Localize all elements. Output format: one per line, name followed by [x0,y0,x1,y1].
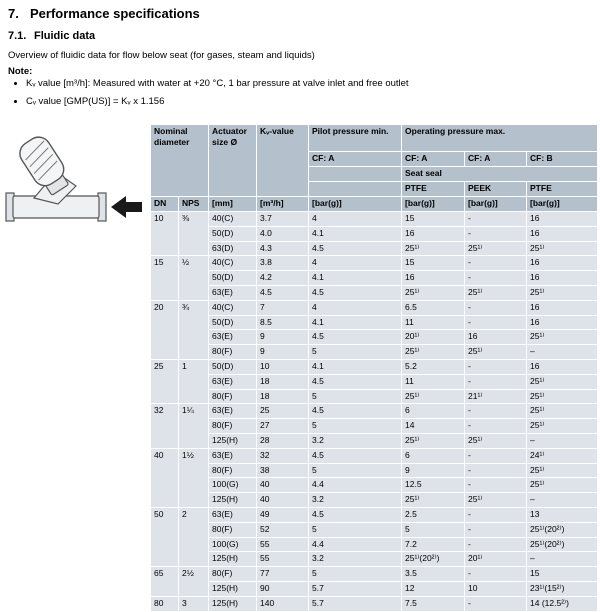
cell: 4.4 [309,478,402,493]
cell: 5 [402,522,465,537]
cell: 5.7 [309,581,402,596]
cell: – [527,552,598,567]
cell: 5 [309,522,402,537]
cell: 10 [257,359,309,374]
header-unit-barg-1: [bar(g)] [309,197,402,212]
cell: 40(C) [209,256,257,271]
cell: - [465,359,527,374]
cell: 3.8 [257,256,309,271]
section-heading [8,6,200,21]
table-row [151,581,598,596]
cell: 63(E) [209,404,257,419]
cell: 16 [527,359,598,374]
cell: 18 [257,374,309,389]
cell: 14 (12.5²⁾) [527,596,598,611]
cell: - [465,404,527,419]
header-unit-barg-4: [bar(g)] [527,197,598,212]
cell-nps: ½ [179,256,209,300]
cell: 25¹⁾ [402,285,465,300]
header-unit-barg-3: [bar(g)] [465,197,527,212]
header-seal-2: PEEK [465,182,527,197]
cell-dn: 40 [151,448,179,507]
cell: 25¹⁾ [402,493,465,508]
cell: 100(G) [209,478,257,493]
note-item: • Cᵥ value [GMP(US)] = Kᵥ x 1.156 [26,96,409,107]
cell: 4.5 [309,448,402,463]
cell: - [465,226,527,241]
cell: 9 [257,330,309,345]
cell: 80(F) [209,567,257,582]
cell: 140 [257,596,309,611]
cell: 24¹⁾ [527,448,598,463]
cell: 12 [402,581,465,596]
cell: 4.1 [309,271,402,286]
cell: 63(E) [209,285,257,300]
table-row [151,552,598,567]
cell: 25¹⁾ [465,345,527,360]
cell: 15 [402,256,465,271]
cell: 125(H) [209,581,257,596]
cell-dn: 50 [151,507,179,566]
header-kv-value: Kᵥ-value [257,125,309,197]
angle-seat-valve-drawing [4,126,146,238]
header-unit-m3h: [m³/h] [257,197,309,212]
cell: 4 [309,300,402,315]
cell: 4.0 [257,226,309,241]
cell: 77 [257,567,309,582]
cell: 125(H) [209,596,257,611]
cell: 25¹⁾ [402,241,465,256]
header-unit-barg-2: [bar(g)] [402,197,465,212]
cell: 25¹⁾(20²⁾) [527,522,598,537]
cell: 50(D) [209,359,257,374]
cell: 7 [257,300,309,315]
table-row [151,285,598,300]
cell: 25¹⁾ [465,433,527,448]
cell: 4.1 [309,359,402,374]
cell: 25¹⁾(20²⁾) [527,537,598,552]
cell: - [465,374,527,389]
cell: 5 [309,567,402,582]
cell: 100(G) [209,537,257,552]
cell: 16 [527,315,598,330]
cell: 4.1 [309,315,402,330]
cell: 25¹⁾ [527,241,598,256]
cell: - [465,419,527,434]
cell: 40 [257,478,309,493]
cell: 16 [402,271,465,286]
flow-direction-arrow-icon [111,196,142,218]
cell: 3.7 [257,212,309,227]
cell: 32 [257,448,309,463]
cell: 25¹⁾ [527,374,598,389]
table-row [151,507,598,522]
cell-dn: 15 [151,256,179,300]
cell: – [527,433,598,448]
table-row [151,241,598,256]
header-pilot-cf: CF: A [309,152,402,167]
note-label: Note: [8,66,33,77]
cell: 80(F) [209,419,257,434]
header-seal-3: PTFE [527,182,598,197]
cell: 7.2 [402,537,465,552]
header-seat-seal: Seat seal [402,167,598,182]
cell: 15 [527,567,598,582]
table-row [151,596,598,611]
cell: 63(D) [209,241,257,256]
cell: 25¹⁾ [527,404,598,419]
cell: 28 [257,433,309,448]
table-row [151,271,598,286]
table-row [151,315,598,330]
table-row [151,522,598,537]
cell: 25¹⁾ [402,389,465,404]
cell: 50(D) [209,226,257,241]
cell: - [465,212,527,227]
cell: 52 [257,522,309,537]
cell: 80(F) [209,522,257,537]
cell: 25¹⁾ [527,419,598,434]
cell: 63(E) [209,374,257,389]
cell: 4.1 [309,226,402,241]
cell: 55 [257,552,309,567]
cell: 16 [402,226,465,241]
cell: 125(H) [209,493,257,508]
cell: 16 [527,226,598,241]
table-row [151,448,598,463]
cell: 4.2 [257,271,309,286]
cell-dn: 65 [151,567,179,597]
header-unit-nps: NPS [179,197,209,212]
cell: 4.4 [309,537,402,552]
cell: 4 [309,212,402,227]
cell: 20¹⁾ [402,330,465,345]
cell: 80(F) [209,463,257,478]
cell: 25¹⁾ [465,493,527,508]
table-row [151,226,598,241]
cell: - [465,300,527,315]
cell: 5 [309,345,402,360]
cell: 25¹⁾ [465,285,527,300]
header-seal-1: PTFE [402,182,465,197]
cell: 23¹⁾(15²⁾) [527,581,598,596]
header-op-cf-2: CF: A [465,152,527,167]
cell: 5.2 [402,359,465,374]
cell: 40 [257,493,309,508]
cell: 14 [402,419,465,434]
cell: 63(E) [209,330,257,345]
cell: 25¹⁾ [402,433,465,448]
cell: 25¹⁾ [527,478,598,493]
table-row [151,300,598,315]
cell-nps: 2½ [179,567,209,597]
cell: 55 [257,537,309,552]
cell-dn: 20 [151,300,179,359]
cell: - [465,507,527,522]
cell: 11 [402,374,465,389]
cell-dn: 25 [151,359,179,403]
cell: 4 [309,256,402,271]
cell: 6 [402,448,465,463]
cell: 25¹⁾ [402,345,465,360]
cell: 25¹⁾(20²⁾) [402,552,465,567]
cell: - [465,256,527,271]
cell: 6.5 [402,300,465,315]
table-row [151,463,598,478]
section-title: Performance specifications [30,6,200,21]
cell: 9 [257,345,309,360]
cell-nps: 2 [179,507,209,566]
cell: - [465,567,527,582]
cell: 16 [465,330,527,345]
table-header [151,125,598,212]
cell: – [527,345,598,360]
header-pilot-pressure: Pilot pressure min. [309,125,402,152]
cell: - [465,448,527,463]
cell: - [465,537,527,552]
cell: 25¹⁾ [527,389,598,404]
cell: 3.5 [402,567,465,582]
cell: 4.5 [309,241,402,256]
cell: 16 [527,300,598,315]
cell-nps: 1 [179,359,209,403]
cell: 5 [309,419,402,434]
cell: 63(E) [209,448,257,463]
subsection-title: Fluidic data [34,30,96,42]
cell: 3.2 [309,433,402,448]
cell: 15 [402,212,465,227]
cell: 10 [465,581,527,596]
cell: 4.5 [257,285,309,300]
cell: 25¹⁾ [527,330,598,345]
cell: 4.5 [309,507,402,522]
table-row [151,389,598,404]
cell: 5 [309,389,402,404]
table-row [151,567,598,582]
cell: - [465,463,527,478]
cell: 20¹⁾ [465,552,527,567]
cell: 80(F) [209,345,257,360]
header-nominal-diameter: Nominal diameter [151,125,209,197]
cell: 25¹⁾ [527,285,598,300]
cell: 2.5 [402,507,465,522]
cell: 4.5 [309,330,402,345]
cell: - [465,522,527,537]
table-row [151,404,598,419]
section-number: 7. [8,6,19,21]
table-row [151,419,598,434]
cell: 38 [257,463,309,478]
subsection-heading [8,30,95,42]
cell: 3.2 [309,493,402,508]
cell: 8.5 [257,315,309,330]
cell: 6 [402,404,465,419]
cell-nps: 3 [179,596,209,611]
header-spacer [309,167,402,182]
cell: 80(F) [209,389,257,404]
cell-dn: 80 [151,596,179,611]
table-body [151,212,598,612]
table-row [151,256,598,271]
table-row [151,345,598,360]
cell: 4.3 [257,241,309,256]
cell: 50(D) [209,315,257,330]
cell: 16 [527,256,598,271]
cell-nps: 1¼ [179,404,209,448]
header-operating-pressure: Operating pressure max. [402,125,598,152]
cell: 18 [257,389,309,404]
cell: 13 [527,507,598,522]
fluidic-data-table [150,124,598,612]
table-row [151,359,598,374]
header-spacer [309,182,402,197]
table-row [151,537,598,552]
cell: 49 [257,507,309,522]
cell: 5.7 [309,596,402,611]
cell: 125(H) [209,433,257,448]
header-unit-mm: [mm] [209,197,257,212]
header-unit-dn: DN [151,197,179,212]
cell: 25¹⁾ [465,241,527,256]
cell-dn: 10 [151,212,179,256]
header-op-cf-3: CF: B [527,152,598,167]
cell: 27 [257,419,309,434]
cell: 12.5 [402,478,465,493]
table-row [151,374,598,389]
table-row [151,478,598,493]
cell: 16 [527,271,598,286]
cell: 3.2 [309,552,402,567]
cell-nps: ⅜ [179,212,209,256]
valve-illustration [4,126,146,238]
cell: - [465,596,527,611]
overview-text: Overview of fluidic data for flow below seat (for gases, steam and liquids) [8,50,315,61]
cell: - [465,271,527,286]
cell-nps: ¾ [179,300,209,359]
cell: 50(D) [209,271,257,286]
cell: 125(H) [209,552,257,567]
note-item: • Kᵥ value [m³/h]: Measured with water at +20 °C, 1 bar pressure at valve inlet and free outlet [26,78,409,89]
table-row [151,330,598,345]
table-row [151,493,598,508]
cell: 4.5 [309,374,402,389]
cell: 4.5 [309,285,402,300]
cell: 11 [402,315,465,330]
cell: 25¹⁾ [527,463,598,478]
cell: 63(E) [209,507,257,522]
header-op-cf-1: CF: A [402,152,465,167]
cell: 25 [257,404,309,419]
table-row [151,212,598,227]
cell: 7.5 [402,596,465,611]
cell: – [527,493,598,508]
cell: 16 [527,212,598,227]
cell: 9 [402,463,465,478]
header-actuator-size: Actuator size Ø [209,125,257,197]
notes-list [10,78,409,114]
cell: - [465,315,527,330]
cell: 90 [257,581,309,596]
table-row [151,433,598,448]
cell: - [465,478,527,493]
cell: 40(C) [209,300,257,315]
cell: 5 [309,463,402,478]
cell: 40(C) [209,212,257,227]
cell: 4.5 [309,404,402,419]
cell-dn: 32 [151,404,179,448]
cell-nps: 1½ [179,448,209,507]
subsection-number: 7.1. [8,30,27,42]
cell: 21¹⁾ [465,389,527,404]
